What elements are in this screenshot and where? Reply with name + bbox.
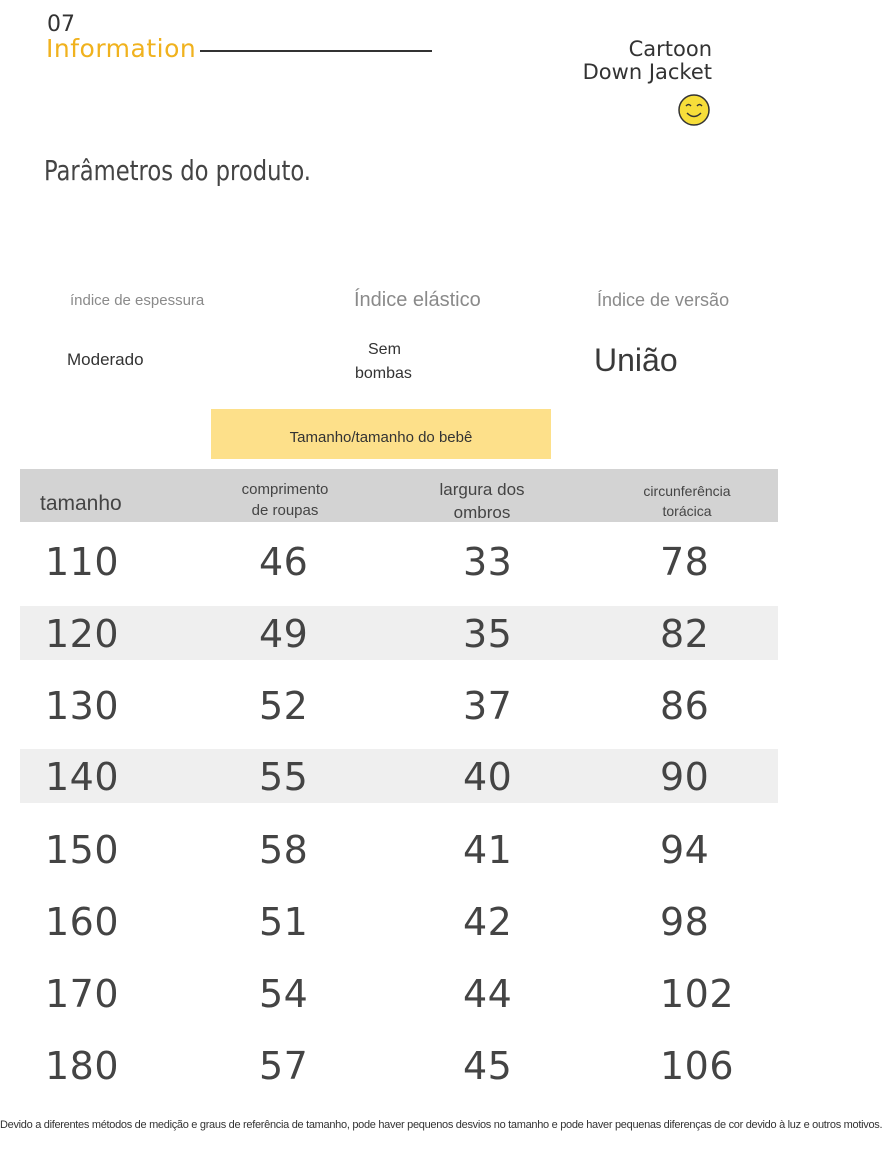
- length-cell: 55: [259, 755, 309, 799]
- length-cell: 51: [259, 900, 309, 944]
- version-value: União: [594, 342, 678, 378]
- header-shoulder-line2: ombros: [453, 502, 511, 522]
- chest-cell: 78: [660, 540, 710, 584]
- elastic-value-line1: Sem: [368, 341, 401, 358]
- length-cell: 57: [259, 1044, 309, 1088]
- header-length-line1: comprimento: [241, 481, 329, 498]
- size-banner-label: Tamanho/tamanho do bebê: [289, 429, 473, 446]
- chest-cell: 106: [660, 1044, 735, 1088]
- chest-cell: 94: [660, 828, 710, 872]
- section-title: Information: [46, 34, 197, 63]
- length-cell: 58: [259, 828, 309, 872]
- chest-cell: 90: [660, 755, 710, 799]
- chest-cell: 82: [660, 612, 710, 656]
- disclaimer-note: Devido a diferentes métodos de medição e graus de referência de tamanho, pode haver pequenos desvios no tamanho e pode haver pequenas diferenças de cor devido à luz e outros motivos.: [0, 1119, 882, 1131]
- shoulder-cell: 37: [463, 684, 513, 728]
- shoulder-cell: 41: [463, 828, 513, 872]
- table-row: [20, 822, 778, 876]
- table-row: [20, 966, 778, 1020]
- shoulder-cell: 42: [463, 900, 513, 944]
- length-cell: 46: [259, 540, 309, 584]
- table-row: [20, 534, 778, 588]
- thickness-label: índice de espessura: [70, 292, 205, 309]
- header-length-line2: de roupas: [251, 502, 319, 519]
- length-cell: 49: [259, 612, 309, 656]
- table-row: [20, 678, 778, 732]
- header-shoulder: [417, 479, 547, 525]
- smiley-face-icon: [678, 94, 710, 126]
- table-row: [20, 749, 778, 803]
- header-divider: [200, 50, 432, 52]
- size-cell: 130: [45, 684, 120, 728]
- version-label: Índice de versão: [597, 290, 730, 310]
- elastic-label: Índice elástico: [354, 289, 481, 311]
- table-row: [20, 1038, 778, 1092]
- elastic-value-line2: bombas: [355, 365, 412, 382]
- size-cell: 160: [45, 900, 120, 944]
- header-chest: [622, 482, 752, 521]
- length-cell: 54: [259, 972, 309, 1016]
- size-cell: 180: [45, 1044, 120, 1088]
- chest-cell: 98: [660, 900, 710, 944]
- chest-cell: 86: [660, 684, 710, 728]
- params-title: Parâmetros do produto.: [44, 154, 311, 187]
- size-cell: 170: [45, 972, 120, 1016]
- section-number: 07: [47, 12, 75, 37]
- table-row: [20, 606, 778, 660]
- length-cell: 52: [259, 684, 309, 728]
- table-header: [20, 469, 778, 522]
- table-row: [20, 894, 778, 948]
- shoulder-cell: 35: [463, 612, 513, 656]
- shoulder-cell: 33: [463, 540, 513, 584]
- header-length: [220, 479, 350, 521]
- shoulder-cell: 45: [463, 1044, 513, 1088]
- brand-name-line1: Cartoon: [628, 37, 712, 61]
- chest-cell: 102: [660, 972, 735, 1016]
- size-cell: 140: [45, 755, 120, 799]
- shoulder-cell: 44: [463, 972, 513, 1016]
- size-cell: 150: [45, 828, 120, 872]
- size-cell: 120: [45, 612, 120, 656]
- size-banner: [211, 409, 551, 459]
- header-chest-line2: torácica: [662, 502, 712, 519]
- brand-name-line2: Down Jacket: [582, 60, 712, 84]
- shoulder-cell: 40: [463, 755, 513, 799]
- header-chest-line1: circunferência: [643, 483, 731, 499]
- thickness-value: Moderado: [67, 350, 144, 369]
- size-cell: 110: [45, 540, 120, 584]
- header-size: tamanho: [40, 492, 122, 515]
- header-shoulder-line1: largura dos: [439, 480, 525, 499]
